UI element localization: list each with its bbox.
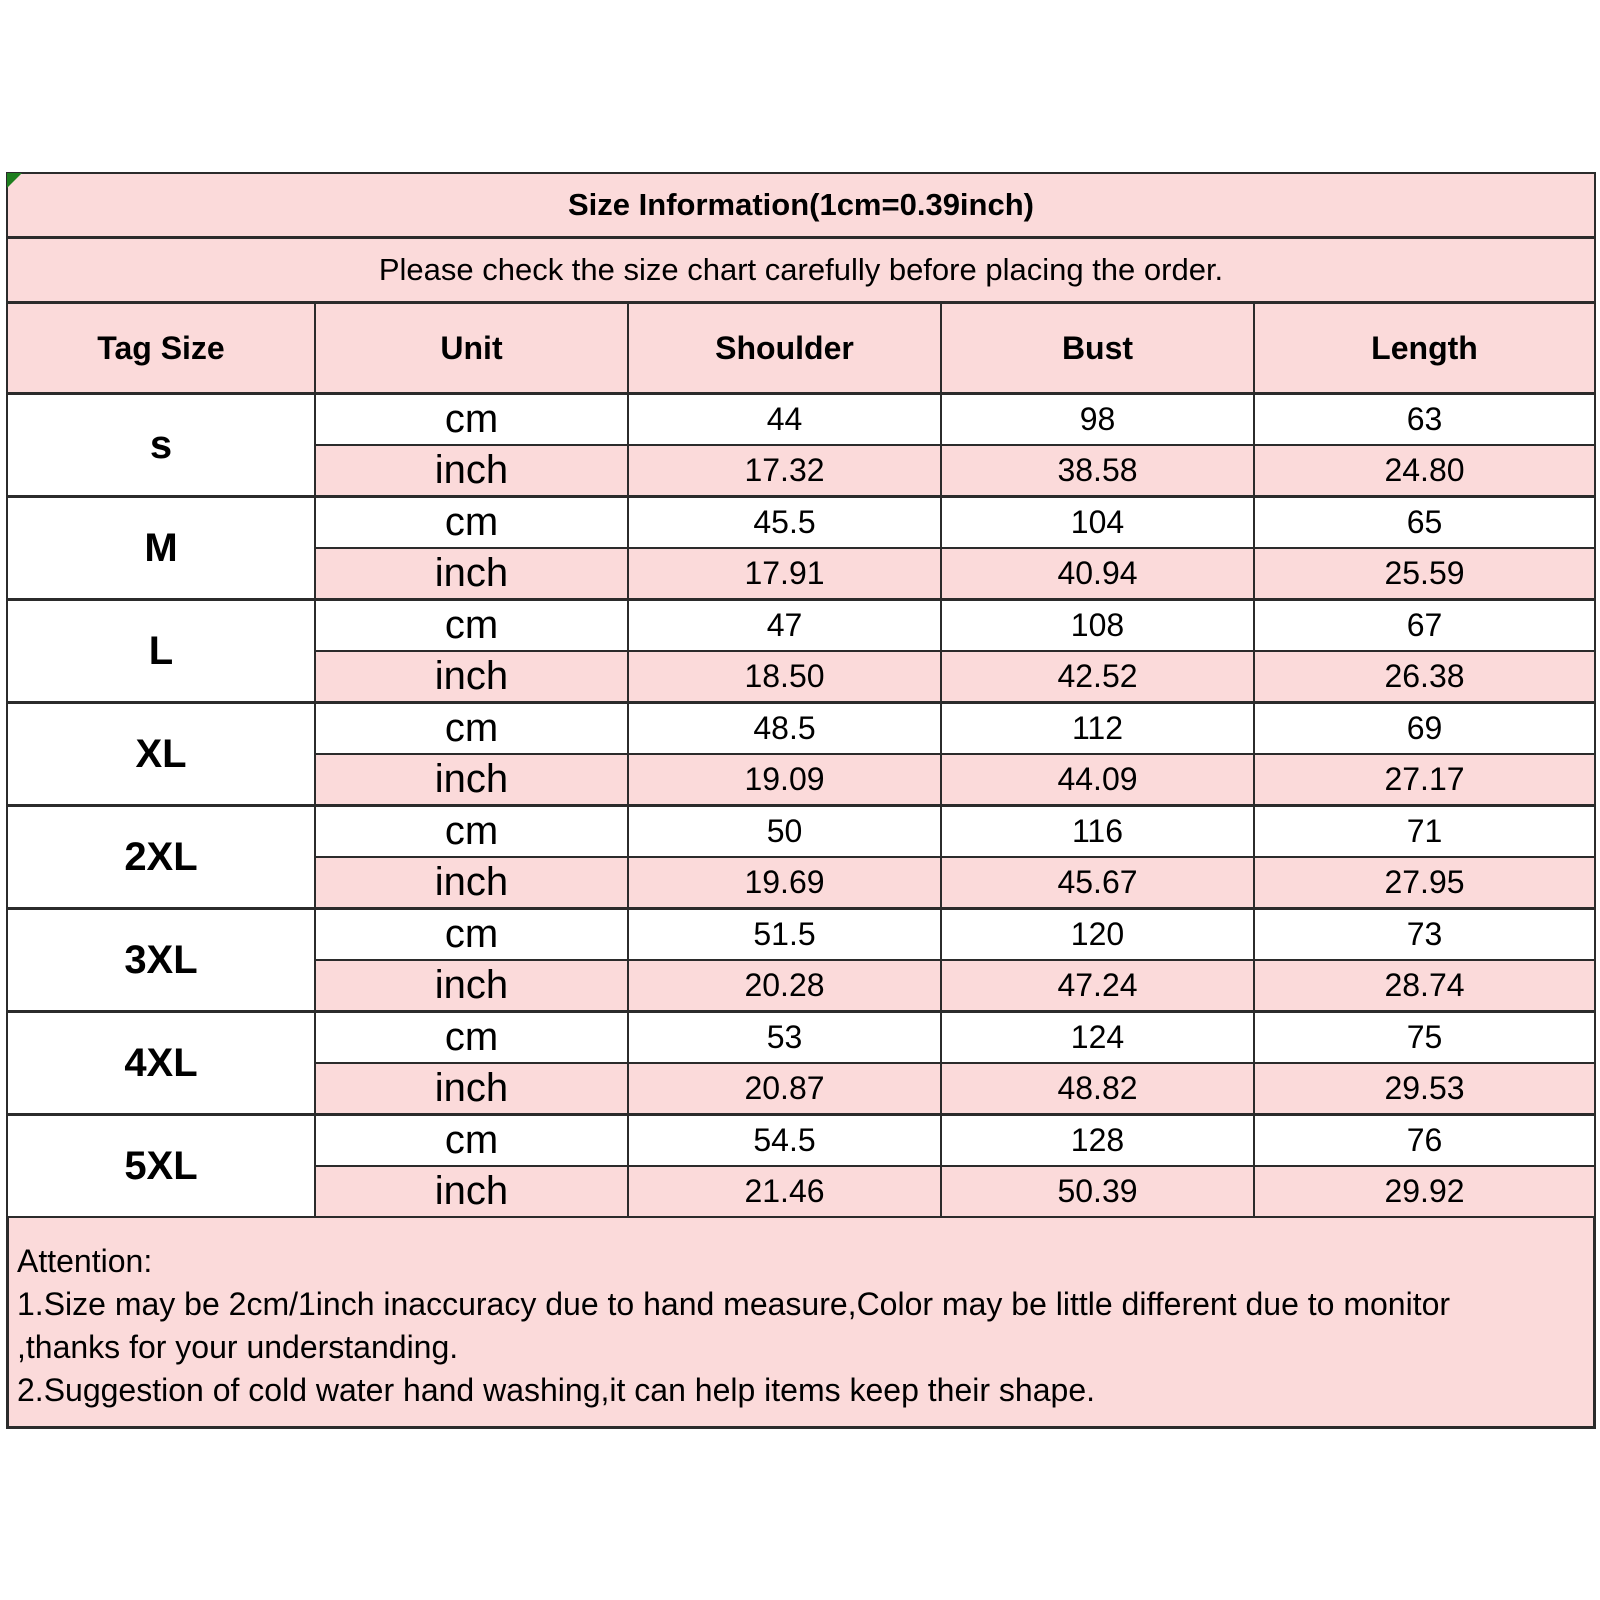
value-cell-length-cm: 69 bbox=[1254, 703, 1595, 755]
table-title: Size Information(1cm=0.39inch) bbox=[7, 173, 1595, 238]
unit-cell-cm: cm bbox=[315, 703, 628, 755]
column-header-shoulder: Shoulder bbox=[628, 303, 941, 394]
unit-cell-inch: inch bbox=[315, 960, 628, 1012]
size-row-cm bbox=[7, 600, 1595, 652]
tag-size-cell: s bbox=[7, 394, 315, 497]
table-subtitle: Please check the size chart carefully before placing the order. bbox=[7, 238, 1595, 303]
value-cell-shoulder-inch: 17.32 bbox=[628, 445, 941, 497]
value-cell-shoulder-inch: 21.46 bbox=[628, 1166, 941, 1217]
size-chart-sheet bbox=[6, 172, 1596, 1429]
size-table-body bbox=[7, 394, 1595, 1218]
value-cell-bust-cm: 124 bbox=[941, 1012, 1254, 1064]
value-cell-shoulder-cm: 54.5 bbox=[628, 1115, 941, 1167]
value-cell-bust-inch: 38.58 bbox=[941, 445, 1254, 497]
value-cell-length-inch: 27.17 bbox=[1254, 754, 1595, 806]
value-cell-length-cm: 76 bbox=[1254, 1115, 1595, 1167]
column-header-tag-size: Tag Size bbox=[7, 303, 315, 394]
unit-cell-inch: inch bbox=[315, 1063, 628, 1115]
value-cell-length-inch: 24.80 bbox=[1254, 445, 1595, 497]
unit-cell-inch: inch bbox=[315, 651, 628, 703]
size-row-cm bbox=[7, 1115, 1595, 1167]
unit-cell-cm: cm bbox=[315, 600, 628, 652]
value-cell-shoulder-inch: 20.87 bbox=[628, 1063, 941, 1115]
tag-size-cell: M bbox=[7, 497, 315, 600]
value-cell-shoulder-cm: 45.5 bbox=[628, 497, 941, 549]
value-cell-bust-inch: 50.39 bbox=[941, 1166, 1254, 1217]
attention-line: ,thanks for your understanding. bbox=[17, 1329, 459, 1365]
attention-notes bbox=[6, 1218, 1596, 1429]
value-cell-shoulder-cm: 44 bbox=[628, 394, 941, 446]
value-cell-shoulder-inch: 20.28 bbox=[628, 960, 941, 1012]
size-row-cm bbox=[7, 806, 1595, 858]
size-row-cm bbox=[7, 703, 1595, 755]
value-cell-shoulder-inch: 18.50 bbox=[628, 651, 941, 703]
value-cell-length-cm: 67 bbox=[1254, 600, 1595, 652]
value-cell-shoulder-cm: 48.5 bbox=[628, 703, 941, 755]
column-header-length: Length bbox=[1254, 303, 1595, 394]
value-cell-shoulder-cm: 51.5 bbox=[628, 909, 941, 961]
value-cell-bust-inch: 44.09 bbox=[941, 754, 1254, 806]
size-row-cm bbox=[7, 497, 1595, 549]
value-cell-shoulder-inch: 19.69 bbox=[628, 857, 941, 909]
value-cell-bust-cm: 120 bbox=[941, 909, 1254, 961]
size-row-cm bbox=[7, 909, 1595, 961]
unit-cell-inch: inch bbox=[315, 754, 628, 806]
value-cell-bust-cm: 112 bbox=[941, 703, 1254, 755]
value-cell-bust-cm: 108 bbox=[941, 600, 1254, 652]
column-header-bust: Bust bbox=[941, 303, 1254, 394]
unit-cell-cm: cm bbox=[315, 1012, 628, 1064]
unit-cell-cm: cm bbox=[315, 497, 628, 549]
value-cell-bust-cm: 116 bbox=[941, 806, 1254, 858]
unit-cell-inch: inch bbox=[315, 548, 628, 600]
value-cell-bust-inch: 40.94 bbox=[941, 548, 1254, 600]
value-cell-shoulder-inch: 17.91 bbox=[628, 548, 941, 600]
unit-cell-cm: cm bbox=[315, 909, 628, 961]
value-cell-shoulder-cm: 50 bbox=[628, 806, 941, 858]
value-cell-bust-inch: 47.24 bbox=[941, 960, 1254, 1012]
unit-cell-inch: inch bbox=[315, 1166, 628, 1217]
value-cell-bust-inch: 42.52 bbox=[941, 651, 1254, 703]
value-cell-length-inch: 26.38 bbox=[1254, 651, 1595, 703]
value-cell-length-inch: 28.74 bbox=[1254, 960, 1595, 1012]
tag-size-cell: XL bbox=[7, 703, 315, 806]
unit-cell-inch: inch bbox=[315, 445, 628, 497]
unit-cell-cm: cm bbox=[315, 394, 628, 446]
value-cell-length-inch: 27.95 bbox=[1254, 857, 1595, 909]
size-row-cm bbox=[7, 394, 1595, 446]
value-cell-length-cm: 75 bbox=[1254, 1012, 1595, 1064]
value-cell-length-cm: 73 bbox=[1254, 909, 1595, 961]
value-cell-bust-cm: 104 bbox=[941, 497, 1254, 549]
value-cell-bust-cm: 98 bbox=[941, 394, 1254, 446]
attention-line: 1.Size may be 2cm/1inch inaccuracy due to hand measure,Color may be little different due to monitor bbox=[17, 1286, 1451, 1322]
attention-line: 2.Suggestion of cold water hand washing,it can help items keep their shape. bbox=[17, 1372, 1095, 1408]
unit-cell-cm: cm bbox=[315, 806, 628, 858]
value-cell-length-inch: 29.92 bbox=[1254, 1166, 1595, 1217]
subtitle-row bbox=[7, 238, 1595, 303]
value-cell-bust-inch: 48.82 bbox=[941, 1063, 1254, 1115]
value-cell-bust-inch: 45.67 bbox=[941, 857, 1254, 909]
value-cell-length-cm: 65 bbox=[1254, 497, 1595, 549]
value-cell-length-cm: 63 bbox=[1254, 394, 1595, 446]
value-cell-length-inch: 29.53 bbox=[1254, 1063, 1595, 1115]
unit-cell-cm: cm bbox=[315, 1115, 628, 1167]
value-cell-bust-cm: 128 bbox=[941, 1115, 1254, 1167]
unit-cell-inch: inch bbox=[315, 857, 628, 909]
tag-size-cell: 5XL bbox=[7, 1115, 315, 1218]
value-cell-shoulder-cm: 53 bbox=[628, 1012, 941, 1064]
column-header-unit: Unit bbox=[315, 303, 628, 394]
title-row bbox=[7, 173, 1595, 238]
tag-size-cell: 2XL bbox=[7, 806, 315, 909]
tag-size-cell: 3XL bbox=[7, 909, 315, 1012]
value-cell-shoulder-cm: 47 bbox=[628, 600, 941, 652]
size-table-head bbox=[7, 173, 1595, 394]
size-table bbox=[6, 172, 1596, 1218]
size-row-cm bbox=[7, 1012, 1595, 1064]
attention-heading: Attention: bbox=[17, 1243, 153, 1279]
column-header-row bbox=[7, 303, 1595, 394]
tag-size-cell: 4XL bbox=[7, 1012, 315, 1115]
value-cell-length-inch: 25.59 bbox=[1254, 548, 1595, 600]
value-cell-shoulder-inch: 19.09 bbox=[628, 754, 941, 806]
tag-size-cell: L bbox=[7, 600, 315, 703]
value-cell-length-cm: 71 bbox=[1254, 806, 1595, 858]
